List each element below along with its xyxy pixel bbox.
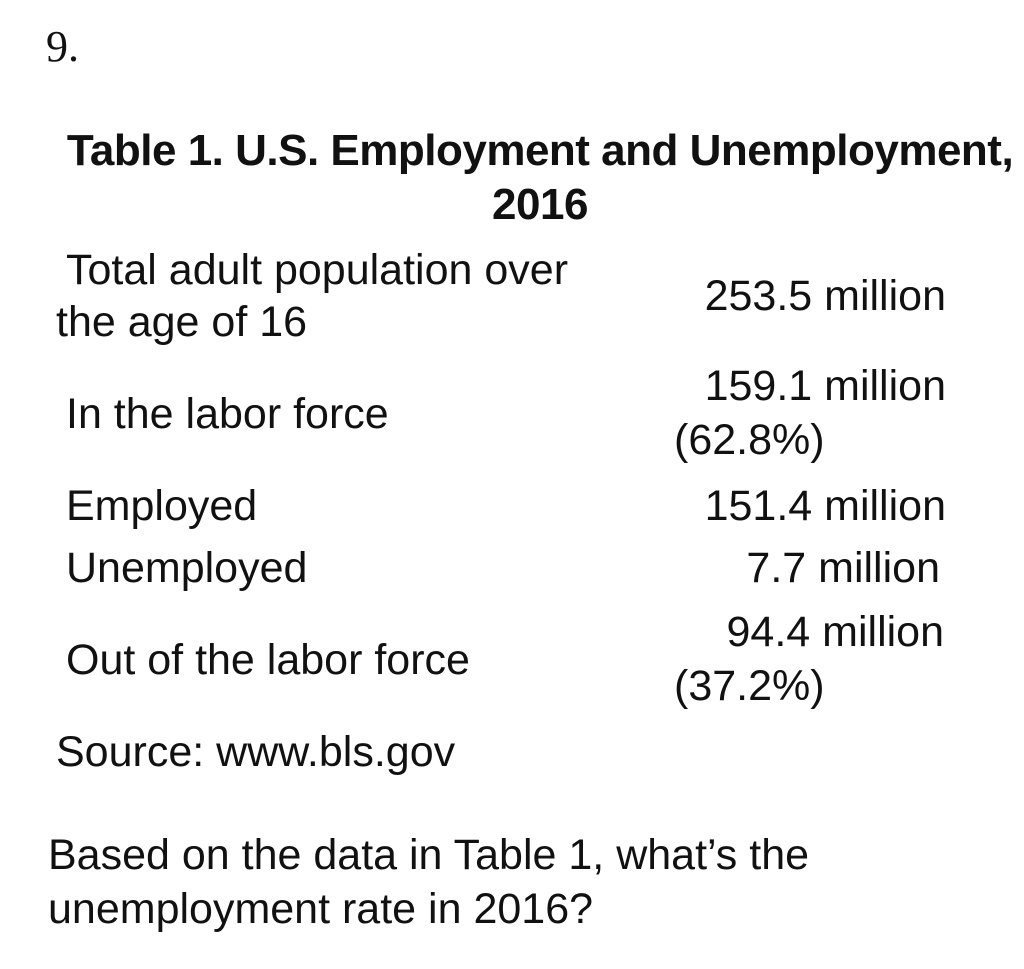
row-label-unemployed: Unemployed [66, 544, 308, 592]
table-title [60, 124, 1020, 232]
table-title-line-2: 2016 [492, 180, 588, 229]
row-value-labor-force-percent: (62.8%) [674, 416, 825, 464]
question-number: 9. [46, 22, 79, 71]
row-label-total-population-line-1: Total adult population over [66, 246, 569, 294]
table-title-line-1: Table 1. U.S. Employment and Unemployment, [66, 126, 1014, 175]
table-source: Source: www.bls.gov [56, 728, 456, 776]
row-value-total-population: 253.5 million [704, 272, 946, 320]
row-label-total-population-line-2: the age of 16 [56, 298, 308, 346]
row-label-out-of-labor-force: Out of the labor force [66, 636, 470, 684]
row-value-unemployed: 7.7 million [746, 544, 940, 592]
row-value-employed: 151.4 million [704, 482, 946, 530]
row-value-labor-force: 159.1 million [704, 362, 946, 410]
row-value-out-of-labor-force: 94.4 million [726, 608, 944, 656]
question-text: Based on the data in Table 1, what’s the unemployment rate in 2016? [48, 831, 810, 933]
row-value-out-of-labor-force-percent: (37.2%) [674, 662, 825, 710]
row-label-labor-force: In the labor force [66, 390, 389, 438]
row-label-employed: Employed [66, 482, 258, 530]
